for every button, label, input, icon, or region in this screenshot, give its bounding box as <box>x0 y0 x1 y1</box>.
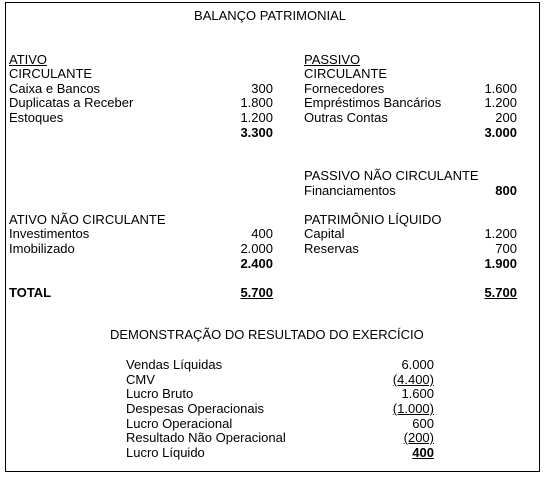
passivo-item-value: 800 <box>495 183 517 198</box>
dre-row-value: (1.000) <box>392 401 434 416</box>
ativo-heading: ATIVO <box>9 52 48 67</box>
dre-row-value: 1.600 <box>401 386 434 401</box>
patrimonio-heading: PATRIMÔNIO LÍQUIDO <box>304 212 442 227</box>
ativo-item-value: 1.200 <box>240 110 273 125</box>
ativo-item-label: Duplicatas a Receber <box>9 95 134 110</box>
dre-net-income-value: 400 <box>412 445 434 460</box>
passivo-item-label: Fornecedores <box>304 81 385 96</box>
ativo-item-label: Investimentos <box>9 226 90 241</box>
patrimonio-item-value: 1.200 <box>484 226 517 241</box>
patrimonio-item-label: Reservas <box>304 241 359 256</box>
dre-row-label: Resultado Não Operacional <box>126 430 286 445</box>
ativo-circulante-heading: CIRCULANTE <box>9 66 93 81</box>
ativo-item-label: Caixa e Bancos <box>9 81 101 96</box>
dre-row-value: (200) <box>403 430 434 445</box>
dre-row-label: Lucro Operacional <box>126 416 233 431</box>
passivo-circulante-total: 3.000 <box>484 125 517 140</box>
patrimonio-item-value: 700 <box>495 241 517 256</box>
dre-row-label: Vendas Líquidas <box>126 357 223 372</box>
total-label: TOTAL <box>9 285 52 300</box>
ativo-item-label: Estoques <box>9 110 64 125</box>
ativo-item-value: 400 <box>251 226 273 241</box>
ativo-nao-circulante-total: 2.400 <box>240 256 273 271</box>
dre-row-label: Lucro Líquido <box>126 445 205 460</box>
passivo-item-label: Financiamentos <box>304 183 396 198</box>
passivo-item-value: 200 <box>495 110 517 125</box>
ativo-item-value: 300 <box>251 81 273 96</box>
passivo-nao-circulante-heading: PASSIVO NÃO CIRCULANTE <box>304 168 479 183</box>
patrimonio-total: 1.900 <box>484 256 517 271</box>
ativo-item-value: 2.000 <box>240 241 273 256</box>
ativo-item-value: 1.800 <box>240 95 273 110</box>
dre-row-label: CMV <box>126 372 155 387</box>
ativo-total: 5.700 <box>240 285 273 300</box>
dre-row-value: (4.400) <box>392 372 434 387</box>
patrimonio-item-label: Capital <box>304 226 345 241</box>
balance-title: BALANÇO PATRIMONIAL <box>194 8 346 23</box>
passivo-total: 5.700 <box>484 285 517 300</box>
ativo-nao-circulante-heading: ATIVO NÃO CIRCULANTE <box>9 212 166 227</box>
dre-row-value: 600 <box>412 416 434 431</box>
passivo-item-label: Outras Contas <box>304 110 388 125</box>
passivo-circulante-heading: CIRCULANTE <box>304 66 388 81</box>
dre-row-label: Despesas Operacionais <box>126 401 265 416</box>
passivo-item-label: Empréstimos Bancários <box>304 95 442 110</box>
dre-title: DEMONSTRAÇÃO DO RESULTADO DO EXERCÍCIO <box>110 327 424 342</box>
ativo-item-label: Imobilizado <box>9 241 75 256</box>
passivo-heading: PASSIVO <box>304 52 361 67</box>
dre-row-label: Lucro Bruto <box>126 386 194 401</box>
dre-row-value: 6.000 <box>401 357 434 372</box>
passivo-item-value: 1.200 <box>484 95 517 110</box>
passivo-item-value: 1.600 <box>484 81 517 96</box>
ativo-circulante-total: 3.300 <box>240 125 273 140</box>
